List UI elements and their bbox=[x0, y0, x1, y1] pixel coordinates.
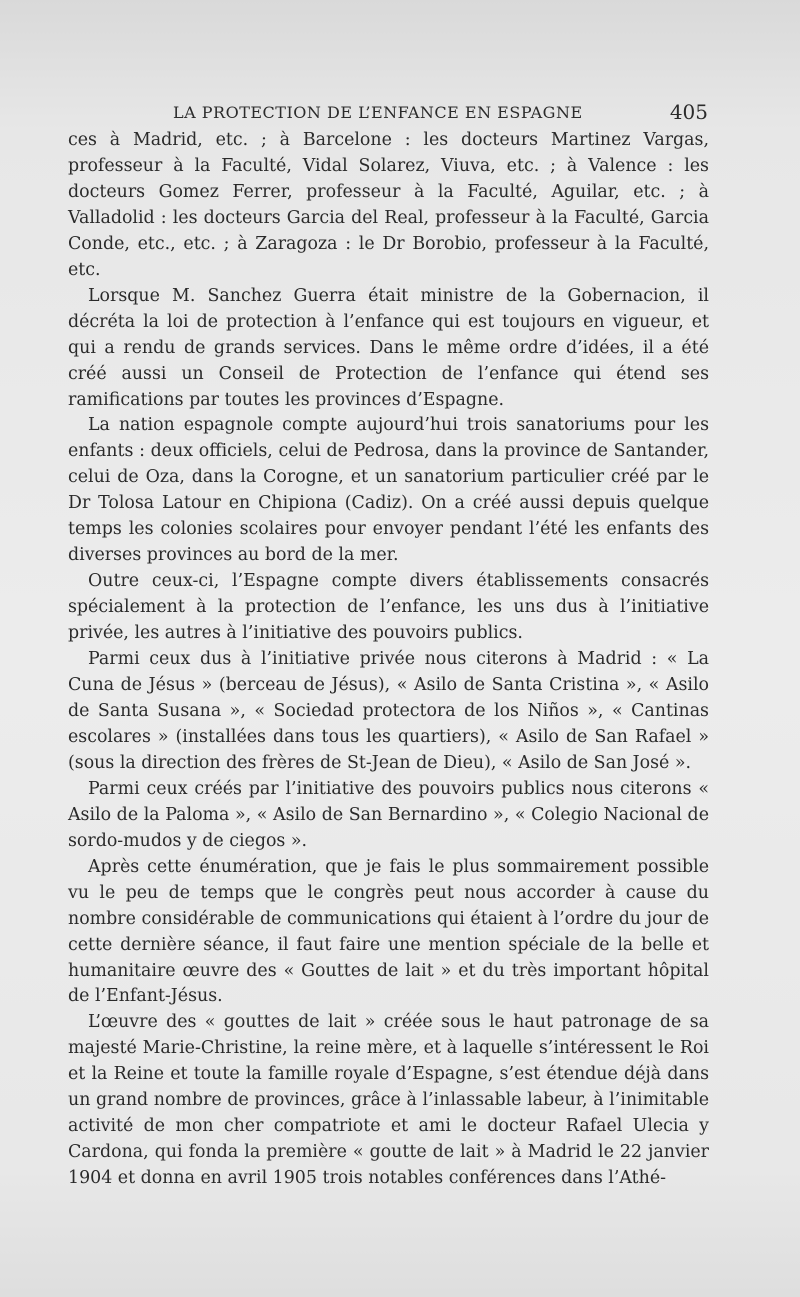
page-number: 405 bbox=[669, 100, 708, 124]
running-title: LA PROTECTION DE L’ENFANCE EN ESPAGNE bbox=[173, 103, 583, 122]
paragraph: L’œuvre des « gouttes de lait » créée sous le haut patronage de sa majesté Marie-Christine, la reine mère, et à laquelle s’intéressent le Roi et la Reine et toute la famille royale d’Espagne, s’est étendue déjà dans un grand nombre de provinces, grâce à l’inlassable labeur, à l’inimitable activité de mon cher compatriote et ami le docteur Rafael Ulecia y Cardona, qui fonda la première « goutte de lait » à Madrid le 22 janvier 1904 et donna en avril 1905 trois notables conférences dans l’Athé- bbox=[68, 1012, 709, 1189]
page-header bbox=[68, 98, 708, 130]
body-text bbox=[68, 128, 709, 1192]
paragraph: ces à Madrid, etc. ; à Barcelone : les docteurs Martinez Vargas, professeur à la Faculté, Vidal Solarez, Viuva, etc. ; à Valence : les docteurs Gomez Ferrer, professeur à la Faculté, Aguilar, etc. ; à Valladolid : les docteurs Garcia del Real, professeur à la Faculté, Garcia Conde, etc., etc. ; à Zaragoza : le Dr Borobio, professeur à la Faculté, etc. bbox=[68, 130, 709, 280]
paragraph: Parmi ceux créés par l’initiative des pouvoirs publics nous citerons « Asilo de la Paloma », « Asilo de San Bernardino », « Colegio Nacional de sordo-mudos y de ciegos ». bbox=[68, 778, 709, 851]
paragraph: Lorsque M. Sanchez Guerra était ministre de la Gobernacion, il décréta la loi de protection à l’enfance qui est toujours en vigueur, et qui a rendu de grands services. Dans le même ordre d’idées, il a été créé aussi un Conseil de Protection de l’enfance qui étend ses ramifications par toutes les provinces d’Espagne. bbox=[68, 285, 709, 410]
paragraph: Après cette énumération, que je fais le plus sommairement possible vu le peu de temps que le congrès peut nous accorder à cause du nombre considérable de communications qui étaient à l’ordre du jour de cette dernière séance, il faut faire une mention spéciale de la belle et humanitaire œuvre des « Gouttes de lait » et du très important hôpital de l’Enfant-Jésus. bbox=[68, 856, 709, 1007]
paragraph: La nation espagnole compte aujourd’hui trois sanatoriums pour les enfants : deux officiels, celui de Pedrosa, dans la province de Santander, celui de Oza, dans la Corogne, et un sanatorium particulier créé par le Dr Tolosa Latour en Chipiona (Cadiz). On a créé aussi depuis quelque temps les colonies scolaires pour envoyer pendant l’été les enfants des diverses provinces au bord de la mer. bbox=[68, 415, 709, 566]
paragraph: Outre ceux-ci, l’Espagne compte divers établissements consacrés spécialement à la protection de l’enfance, les uns dus à l’initiative privée, les autres à l’initiative des pouvoirs publics. bbox=[68, 571, 709, 644]
paragraph: Parmi ceux dus à l’initiative privée nous citerons à Madrid : « La Cuna de Jésus » (berceau de Jésus), « Asilo de Santa Cristina », « Asilo de Santa Susana », « Sociedad protectora de los Niños », « Cantinas escolares » (installées dans tous les quartiers), « Asilo de San Rafael » (sous la direction des frères de St-Jean de Dieu), « Asilo de San José ». bbox=[68, 649, 709, 773]
